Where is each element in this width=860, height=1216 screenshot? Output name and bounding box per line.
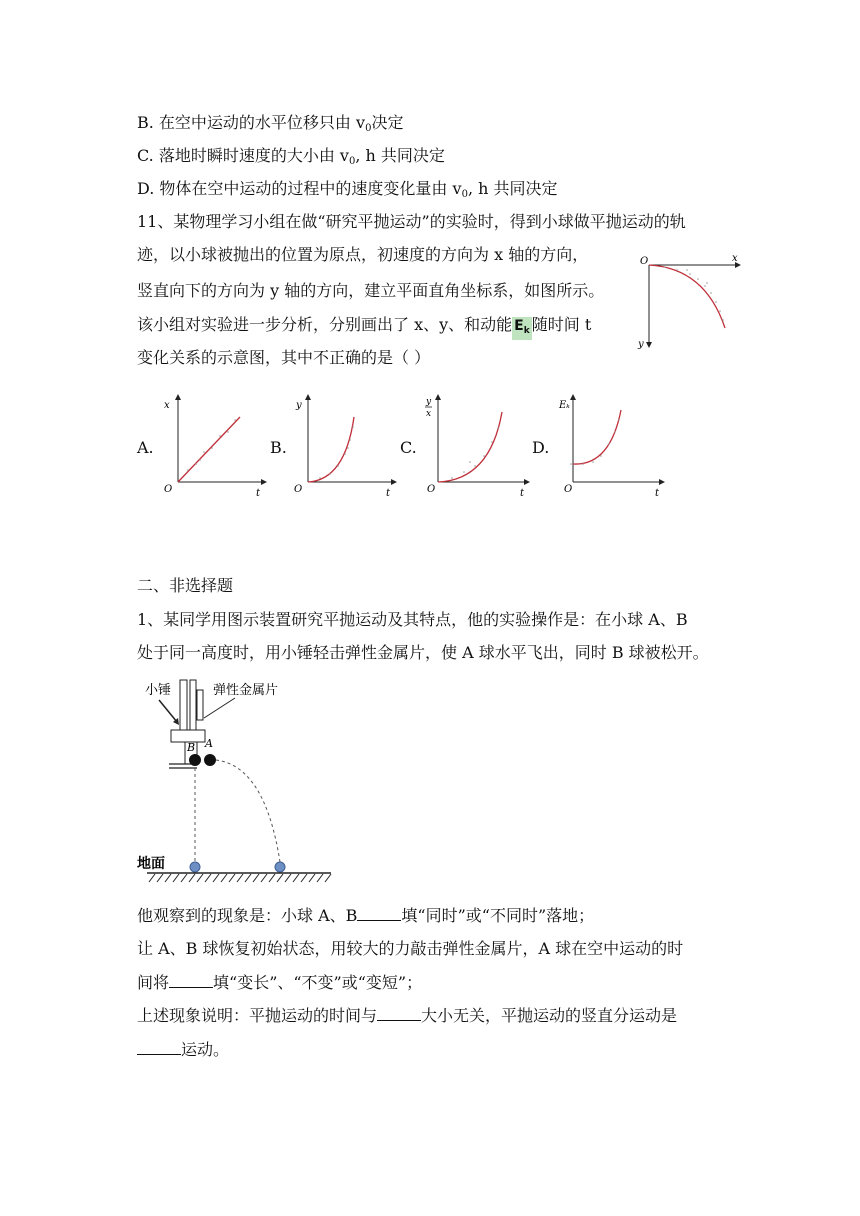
q1-line1: 1、某同学用图示装置研究平抛运动及其特点，他的实验操作是：在小球 A、B — [137, 610, 688, 629]
option-d-graph — [555, 392, 670, 500]
svg-text:t: t — [655, 488, 660, 499]
ek-symbol: $E_k$ — [512, 317, 532, 340]
q1-line2: 处于同一高度时，用小锤轻击弹性金属片，使 A 球水平飞出，同时 B 球被松开。 — [137, 643, 709, 662]
svg-text:Eₖ: Eₖ — [559, 400, 570, 411]
option-c-graph — [420, 392, 535, 500]
blank-4[interactable] — [137, 1040, 181, 1055]
q11-line4: 该小组对实验进一步分析，分别画出了 x、y、和动能 $E_k$ 随时间 t — [137, 315, 591, 340]
q1-line7: 运动。 — [137, 1040, 229, 1060]
svg-text:t: t — [256, 488, 261, 499]
traj-x-label: x — [732, 253, 738, 264]
traj-y-label: y — [638, 339, 644, 350]
q11-line1: 11、某物理学习小组在做“研究平抛运动”的实验时，得到小球做平抛运动的轨 — [137, 212, 686, 231]
svg-text:t: t — [520, 488, 525, 499]
svg-text:y: y — [296, 400, 302, 411]
hammer-label: 小锤 — [145, 683, 172, 698]
ball-a-label: A — [205, 737, 213, 750]
blank-3[interactable] — [377, 1006, 421, 1021]
choice-b: B. 在空中运动的水平位移只由 $v_0$决定 — [137, 113, 404, 134]
option-a-graph — [160, 392, 270, 500]
q1-line3: 他观察到的现象是：小球 A、B 填“同时”或“不同时”落地； — [137, 906, 595, 925]
option-c-label: C. — [400, 438, 417, 457]
blank-1[interactable] — [357, 906, 401, 921]
svg-text:t: t — [386, 488, 391, 499]
apparatus-figure — [135, 676, 335, 886]
ball-a — [204, 754, 216, 766]
svg-text:O: O — [294, 484, 303, 495]
q1-line6: 上述现象说明：平抛运动的时间与 大小无关，平抛运动的竖直分运动是 — [137, 1006, 678, 1025]
option-b-label: B. — [270, 438, 287, 457]
svg-text:x: x — [426, 409, 432, 419]
svg-text:y: y — [426, 397, 432, 407]
q11-line3: 竖直向下的方向为 y 轴的方向，建立平面直角坐标系，如图所示。 — [137, 281, 605, 300]
ball-b-label: B — [187, 741, 196, 754]
plate-label: 弹性金属片 — [213, 683, 279, 698]
blank-2[interactable] — [169, 973, 213, 988]
trajectory-figure — [635, 248, 750, 356]
svg-text:O: O — [564, 484, 573, 495]
ground-label: 地面 — [137, 856, 165, 872]
ball-b — [189, 754, 201, 766]
traj-origin: O — [640, 256, 649, 267]
svg-text:O: O — [427, 484, 436, 495]
q11-line5: 变化关系的示意图，其中不正确的是（ ） — [137, 348, 431, 367]
option-b-graph — [290, 392, 400, 500]
q1-line4: 让 A、B 球恢复初始状态，用较大的力敲击弹性金属片，A 球在空中运动的时 — [137, 939, 684, 958]
svg-text:O: O — [164, 484, 173, 495]
option-a-label: A. — [137, 438, 154, 457]
option-d-label: D. — [532, 438, 550, 457]
svg-text:x: x — [164, 400, 170, 411]
choice-c: C. 落地时瞬时速度的大小由 $v_0$, h 共同决定 — [137, 146, 445, 167]
q11-line2: 迹，以小球被抛出的位置为原点，初速度的方向为 x 轴的方向， — [137, 245, 589, 264]
choice-d: D. 物体在空中运动的过程中的速度变化量由 $v_0$, h 共同决定 — [137, 179, 558, 200]
section-title: 二、非选择题 — [137, 576, 234, 595]
q1-line5: 间将 填“变长”、“不变”或“变短”； — [137, 973, 423, 992]
